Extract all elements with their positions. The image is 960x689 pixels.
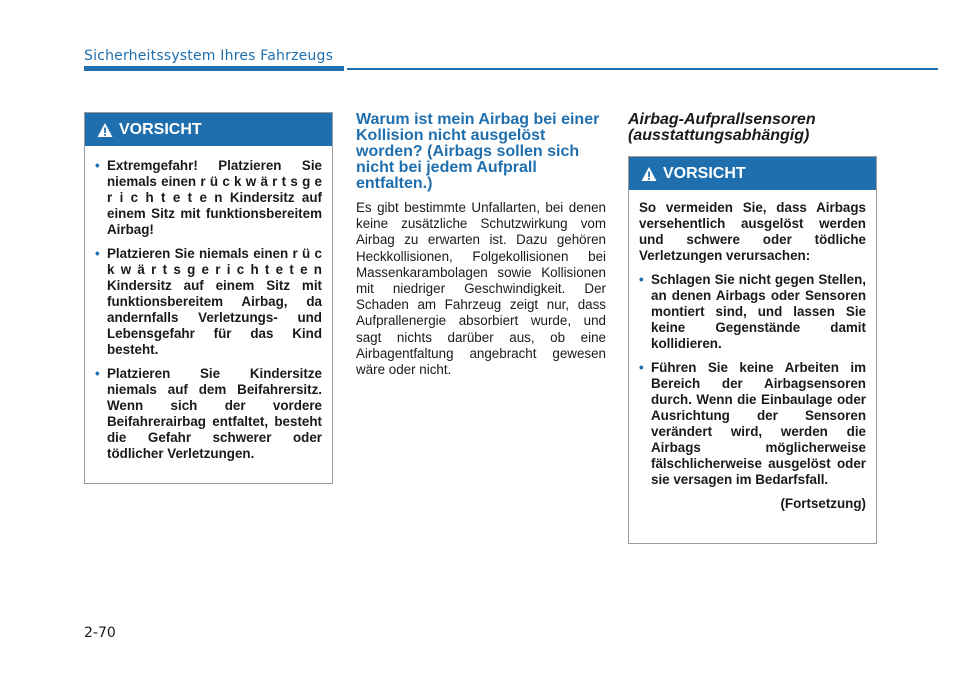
caution-item <box>95 366 322 462</box>
caution-box-left <box>84 112 333 484</box>
continued-note: (Fortsetzung) <box>780 496 866 511</box>
caution-header <box>629 157 876 190</box>
caution-header <box>85 113 332 146</box>
caution-body <box>85 146 332 470</box>
caution-box-right <box>628 156 877 544</box>
page-number: 2-70 <box>84 625 116 641</box>
caution-item <box>95 158 322 238</box>
section-header-title: Sicherheitssystem Ihres Fahrzeugs <box>84 48 334 64</box>
caution-intro: So vermeiden Sie, dass Airbags versehentlich ausgelöst werden und schwere oder tödliche Verletzungen verursachen: <box>639 200 866 263</box>
bullet-icon: • <box>639 272 644 287</box>
caution-item <box>95 246 322 358</box>
caution-body <box>629 190 876 520</box>
caution-item-text: Platzieren Sie niemals einen r ü c k w ä r t s g e r i c h t e t e n Kindersitz auf einem Sitz mit funktionsbereitem Airbag, da andernfalls Verletzungs- und Lebensgefahr für das Kind besteht. <box>107 246 322 357</box>
caution-item <box>639 360 866 488</box>
subsection-heading: Airbag-Aufprallsensoren (ausstattungsabhängig) <box>628 111 816 144</box>
caution-label: VORSICHT <box>663 164 746 182</box>
bullet-icon: • <box>95 158 100 173</box>
bullet-icon: • <box>95 366 100 381</box>
bullet-icon: • <box>95 246 100 261</box>
header-rule-thin <box>347 68 938 70</box>
caution-item-text: Extremgefahr! Platzieren Sie niemals einen r ü c k w ä r t s g e r i c h t e t e n Kindersitz auf einem Sitz mit funktionsbereitem Airbag! <box>107 158 322 237</box>
caution-label: VORSICHT <box>119 120 202 138</box>
bullet-icon: • <box>639 360 644 375</box>
caution-item-text: Schlagen Sie nicht gegen Stellen, an denen Airbags oder Sensoren montiert sind, und lassen Sie keine Gegenstände damit kollidieren. <box>651 272 866 351</box>
caution-item <box>639 272 866 352</box>
section-heading: Warum ist mein Airbag bei einer Kollision nicht ausgelöst worden? (Airbags sollen sich nicht bei jedem Aufprall entfalten.) <box>356 111 600 192</box>
caution-item-text: Platzieren Sie Kindersitze niemals auf dem Beifahrersitz. Wenn sich der vordere Beifahrerairbag entfaltet, besteht die Gefahr schwerer oder tödlicher Verletzungen. <box>107 366 322 461</box>
header-rule-thick <box>84 66 344 71</box>
warning-triangle-icon <box>641 166 657 182</box>
warning-triangle-icon <box>97 122 113 138</box>
section-body-text: Es gibt bestimmte Unfallarten, bei denen keine zusätzliche Schutzwirkung vom Airbag zu erwarten ist. Dazu gehören Heckkollisionen, Folgekollisionen bei Massenkarambolagen sowie Kollisionen mit niedriger Geschwindigkeit. Der Schaden am Fahrzeug zeigt nur, dass Aufprallenergie absorbiert wurde, und sagt nichts darüber aus, ob eine Airbagentfaltung angebracht gewesen wäre oder nicht. <box>356 200 606 378</box>
caution-item-text: Führen Sie keine Arbeiten im Bereich der Airbagsensoren durch. Wenn die Einbaulage oder Ausrichtung der Sensoren verändert wird, werden die Airbags möglicherweise fälschlicherweise ausgelöst oder sie versagen im Bedarfsfall. <box>651 360 866 487</box>
